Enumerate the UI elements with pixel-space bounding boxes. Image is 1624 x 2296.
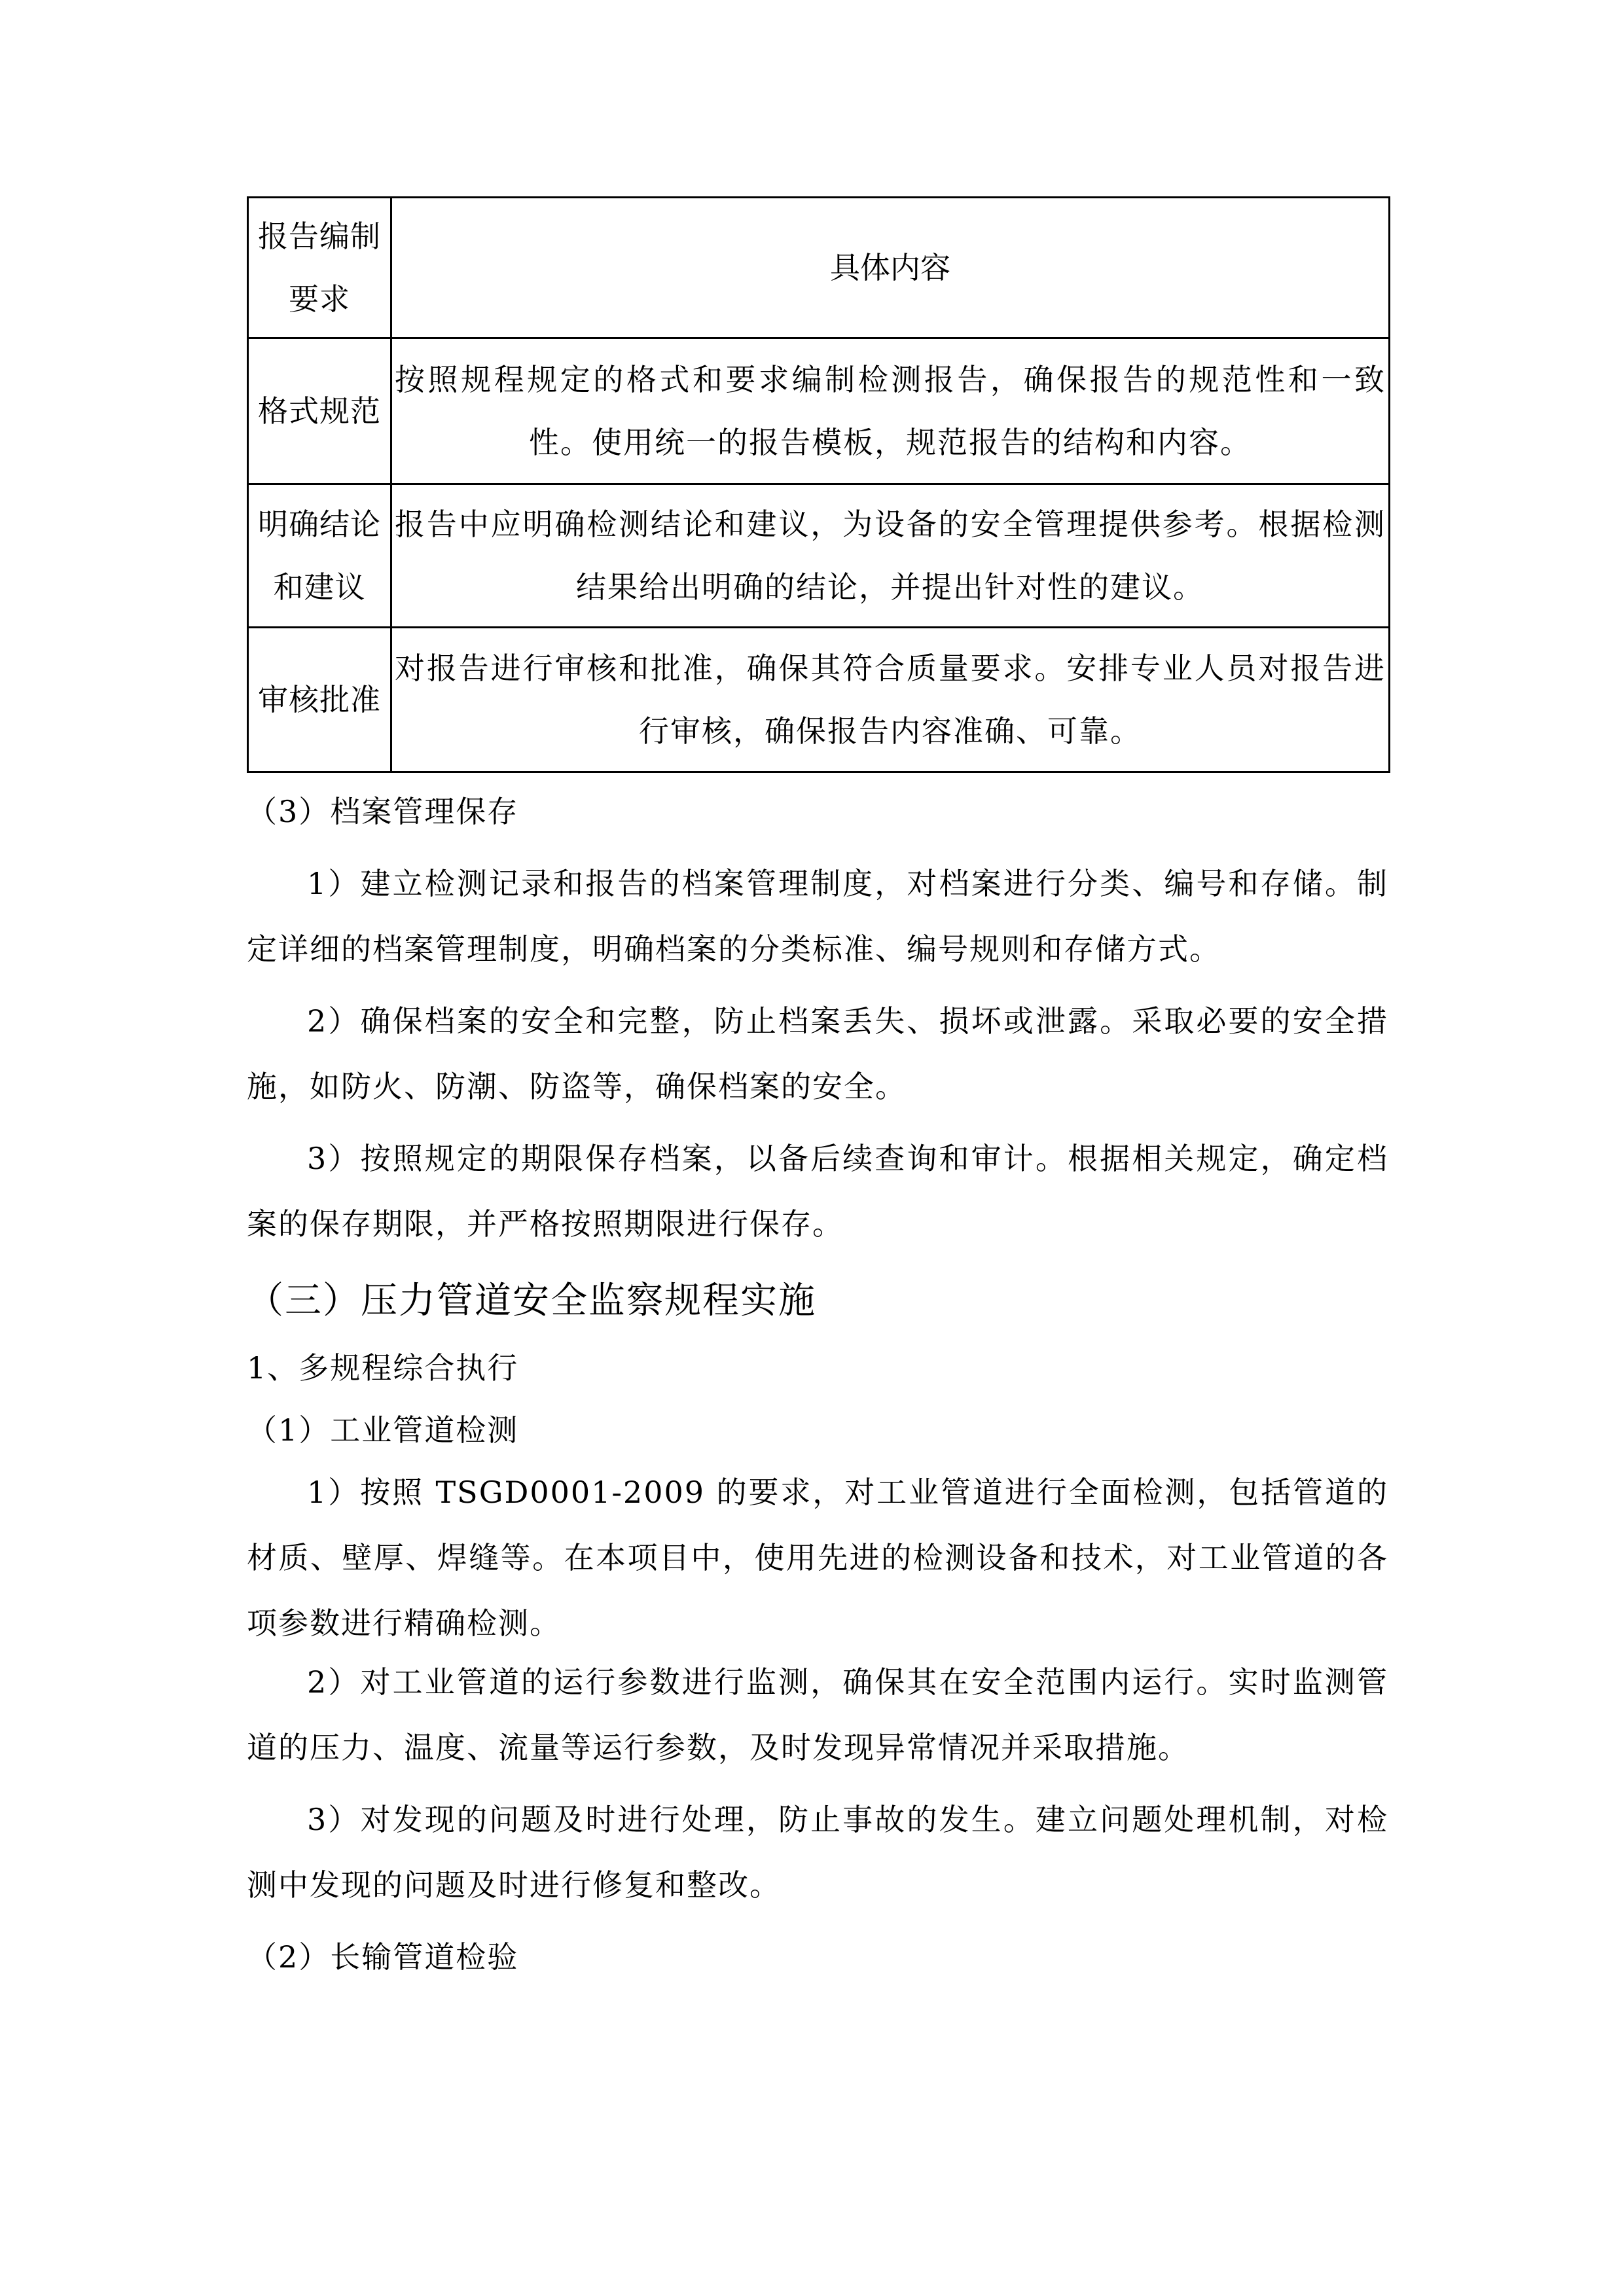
archive-paragraph-1: 1）建立检测记录和报告的档案管理制度，对档案进行分类、编号和存储。制定详细的档案管理制度，明确档案的分类标准、编号规则和存储方式。 <box>247 866 1388 967</box>
table-row <box>248 484 1390 628</box>
row-label-approval: 审核批准 <box>248 628 391 772</box>
subheading-multi-regulation: 1、多规程综合执行 <box>247 1350 519 1386</box>
row-content-format: 按照规程规定的格式和要求编制检测报告，确保报告的规范性和一致性。使用统一的报告模板，规范报告的结构和内容。 <box>391 338 1390 484</box>
row-label-format: 格式规范 <box>248 338 391 484</box>
section-heading-pressure-pipeline: （三）压力管道安全监察规程实施 <box>247 1280 816 1322</box>
table-row <box>248 338 1390 484</box>
archive-paragraph-3: 3）按照规定的期限保存档案，以备后续查询和审计。根据相关规定，确定档案的保存期限，并严格按照期限进行保存。 <box>247 1141 1388 1242</box>
industrial-paragraph-1: 1）按照 TSGD0001-2009 的要求，对工业管道进行全面检测，包括管道的材质、壁厚、焊缝等。在本项目中，使用先进的检测设备和技术，对工业管道的各项参数进行精确检测。 <box>247 1475 1388 1641</box>
row-label-conclusion: 明确结论和建议 <box>248 484 391 628</box>
subheading-long-distance-pipeline: （2）长输管道检验 <box>247 1939 519 1975</box>
industrial-paragraph-2: 2）对工业管道的运行参数进行监测，确保其在安全范围内运行。实时监测管道的压力、温度、流量等运行参数，及时发现异常情况并采取措施。 <box>247 1664 1388 1765</box>
table-row <box>248 628 1390 772</box>
subheading-industrial-pipeline: （1）工业管道检测 <box>247 1412 519 1448</box>
row-content-approval: 对报告进行审核和批准，确保其符合质量要求。安排专业人员对报告进行审核，确保报告内容准确、可靠。 <box>391 628 1390 772</box>
report-requirements-table <box>247 196 1390 773</box>
row-content-conclusion: 报告中应明确检测结论和建议，为设备的安全管理提供参考。根据检测结果给出明确的结论，并提出针对性的建议。 <box>391 484 1390 628</box>
header-cell-requirement: 报告编制要求 <box>248 198 391 338</box>
header-cell-content: 具体内容 <box>391 198 1390 338</box>
industrial-paragraph-3: 3）对发现的问题及时进行处理，防止事故的发生。建立问题处理机制，对检测中发现的问题及时进行修复和整改。 <box>247 1802 1388 1903</box>
table-header-row <box>248 198 1390 338</box>
archive-paragraph-2: 2）确保档案的安全和完整，防止档案丢失、损坏或泄露。采取必要的安全措施，如防火、防潮、防盗等，确保档案的安全。 <box>247 1003 1388 1104</box>
section-title-archive: （3）档案管理保存 <box>247 794 519 829</box>
